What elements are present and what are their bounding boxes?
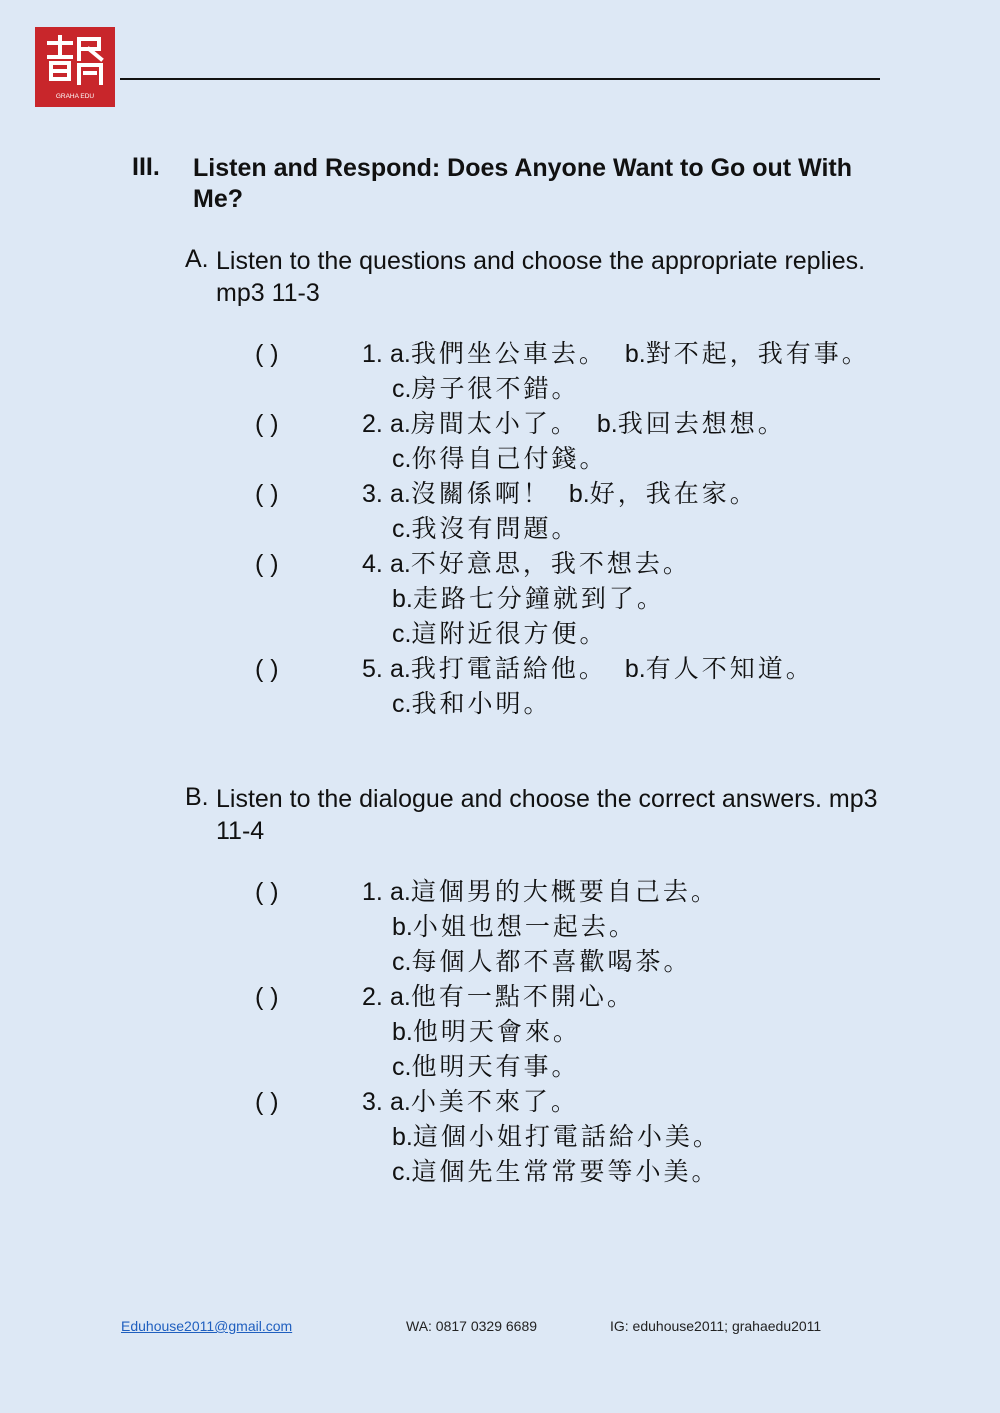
footer-email-link[interactable]: Eduhouse2011@gmail.com [121, 1318, 293, 1334]
answer-blank[interactable]: ( ) [255, 410, 279, 438]
option-label: c. [392, 948, 412, 976]
option-label: b. [392, 913, 413, 941]
option-text: 他明天有事。 [411, 1052, 580, 1081]
section-number: III. [132, 153, 160, 181]
option-label: b. [392, 585, 413, 613]
answer-blank[interactable]: ( ) [255, 655, 279, 683]
option-text: 我們坐公車去。 [410, 339, 607, 368]
option-label: c. [392, 1158, 412, 1186]
question-number: 3. [362, 480, 383, 508]
option-label: a. [390, 340, 411, 368]
question-number: 3. [362, 1088, 383, 1116]
option-text: 我沒有問題。 [411, 514, 580, 543]
footer-whatsapp: WA: 0817 0329 6689 [406, 1318, 538, 1334]
answer-options-line [390, 652, 814, 686]
option-label: a. [390, 983, 411, 1011]
option-text: 小姐也想一起去。 [412, 912, 637, 941]
option-text: 對不起，我有事。 [645, 339, 870, 368]
answer-options-line [392, 910, 637, 944]
option-label: c. [392, 1053, 412, 1081]
option-label: b. [624, 655, 646, 683]
answer-options-line [392, 512, 579, 546]
option-label: c. [392, 375, 412, 403]
option-label: c. [392, 445, 412, 473]
seal-logo-icon [35, 27, 115, 107]
option-label: b. [568, 480, 590, 508]
answer-blank[interactable]: ( ) [255, 340, 279, 368]
question-number: 1. [362, 340, 383, 368]
answer-blank[interactable]: ( ) [255, 480, 279, 508]
answer-options-line [392, 1155, 719, 1189]
answer-options-line [390, 1085, 579, 1119]
option-text: 好，我在家。 [589, 479, 758, 508]
answer-options-line [392, 1050, 579, 1084]
question-number: 2. [362, 983, 383, 1011]
option-text: 我回去想想。 [617, 409, 786, 438]
answer-options-line [392, 372, 579, 406]
part-b-letter: B. [185, 783, 209, 811]
option-text: 這附近很方便。 [411, 619, 608, 648]
question-number: 1. [362, 878, 383, 906]
answer-options-line [390, 875, 719, 909]
answer-options-line [392, 617, 607, 651]
option-text: 走路七分鐘就到了。 [412, 584, 665, 613]
answer-options-line [390, 980, 635, 1014]
question-number: 5. [362, 655, 383, 683]
answer-blank[interactable]: ( ) [255, 878, 279, 906]
option-label: b. [596, 410, 618, 438]
option-text: 有人不知道。 [645, 654, 814, 683]
answer-options-line [392, 687, 551, 721]
option-text: 我打電話給他。 [410, 654, 607, 683]
answer-options-line [390, 337, 870, 371]
option-label: b. [392, 1018, 413, 1046]
part-b-instruction: Listen to the dialogue and choose the correct answers. mp3 11-4 [216, 785, 878, 845]
option-label: c. [392, 690, 412, 718]
option-text: 這個先生常常要等小美。 [411, 1157, 720, 1186]
option-text: 每個人都不喜歡喝茶。 [411, 947, 692, 976]
option-text: 他有一點不開心。 [410, 982, 635, 1011]
option-label: a. [390, 550, 411, 578]
answer-blank[interactable]: ( ) [255, 1088, 279, 1116]
option-text: 你得自己付錢。 [411, 444, 608, 473]
option-text: 不好意思，我不想去。 [410, 549, 691, 578]
answer-options-line [390, 547, 691, 581]
option-label: c. [392, 620, 412, 648]
option-label: b. [624, 340, 646, 368]
question-number: 2. [362, 410, 383, 438]
option-text: 他明天會來。 [412, 1017, 581, 1046]
footer-instagram: IG: eduhouse2011; grahaedu2011 [610, 1318, 822, 1334]
answer-blank[interactable]: ( ) [255, 550, 279, 578]
option-label: a. [390, 878, 411, 906]
option-label: a. [390, 655, 411, 683]
option-label: b. [392, 1123, 413, 1151]
option-text: 沒關係啊！ [410, 479, 551, 508]
option-label: c. [392, 515, 412, 543]
option-text: 我和小明。 [411, 689, 552, 718]
answer-options-line [390, 477, 758, 511]
part-a-letter: A. [185, 245, 209, 273]
option-text: 這個小姐打電話給小美。 [412, 1122, 721, 1151]
answer-options-line [392, 582, 665, 616]
section-title: Listen and Respond: Does Anyone Want to Go out With Me? [193, 154, 852, 213]
answer-options-line [390, 407, 786, 441]
answer-blank[interactable]: ( ) [255, 983, 279, 1011]
answer-options-line [392, 1015, 581, 1049]
logo-text: GRAHA EDU [55, 93, 95, 100]
answer-options-line [392, 945, 691, 979]
option-text: 房子很不錯。 [411, 374, 580, 403]
option-text: 小美不來了。 [410, 1087, 579, 1116]
option-label: a. [390, 480, 411, 508]
answer-options-line [392, 442, 607, 476]
option-label: a. [390, 1088, 411, 1116]
option-text: 這個男的大概要自己去。 [410, 877, 719, 906]
answer-options-line [392, 1120, 721, 1154]
part-a-instruction: Listen to the questions and choose the appropriate replies. mp3 11-3 [216, 247, 866, 307]
option-text: 房間太小了。 [410, 409, 579, 438]
graha-edu-logo [35, 27, 115, 107]
header-rule [120, 78, 880, 80]
option-label: a. [390, 410, 411, 438]
question-number: 4. [362, 550, 383, 578]
